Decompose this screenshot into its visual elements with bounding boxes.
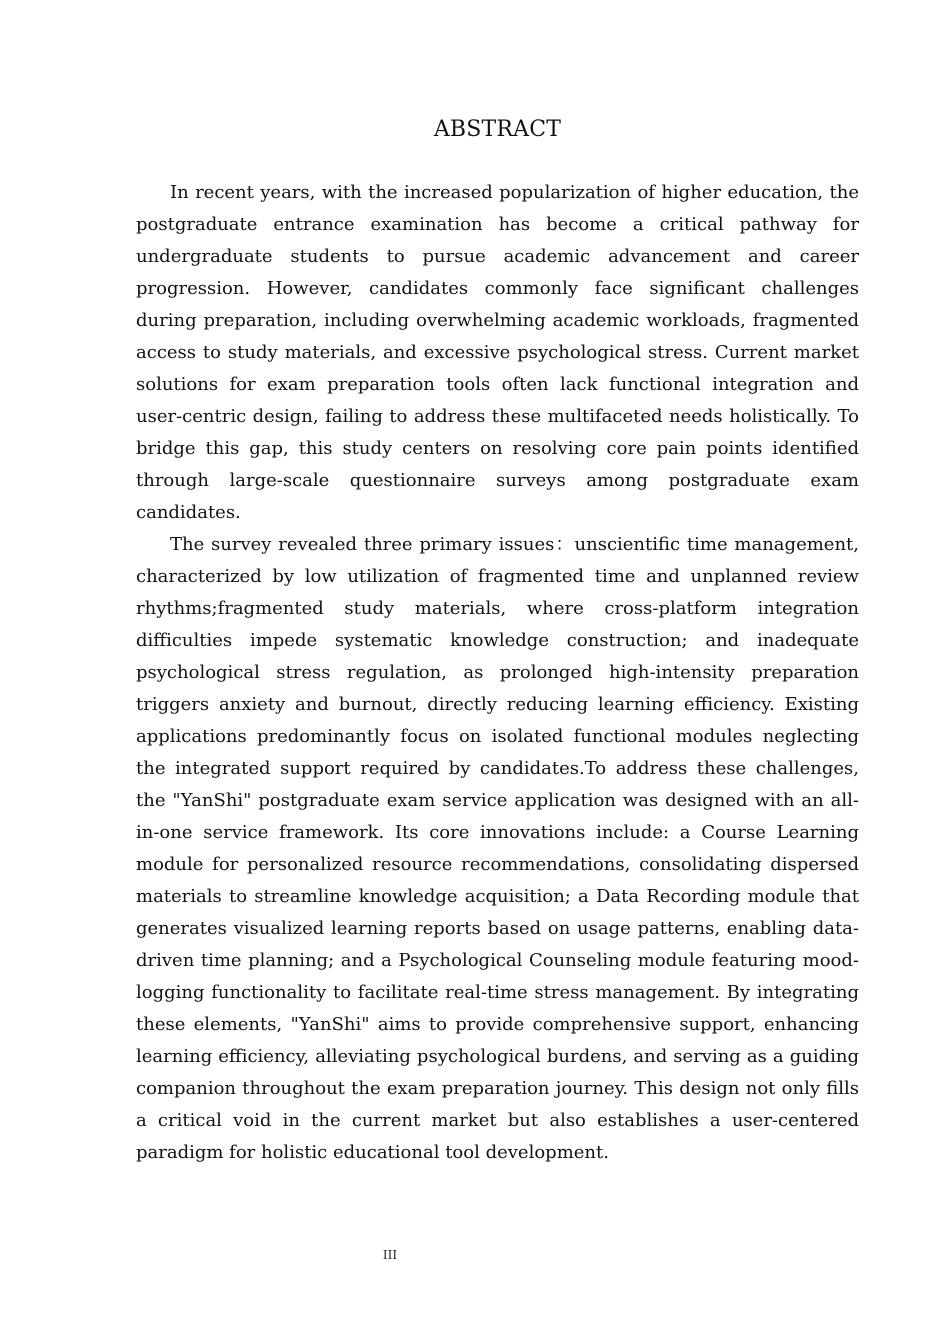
abstract-paragraph-2: The survey revealed three primary issues：unscientific time management, characterized by low utilization of fragmented time and unplanned review rhythms;fragmented study materials, where cross-platform integration difficulties impede systematic knowledge construction; and inadequate psychological stress regulation, as prolonged high-intensity preparation triggers anxiety and burnout, directly reducing learning efficiency. Existing applications predominantly focus on isolated functional modules neglecting the integrated support required by candidates.To address these challenges, the "YanShi" postgraduate exam service application was designed with an all-in-one service framework. Its core innovations include: a Course Learning module for personalized resource recommendations, consolidating dispersed materials to streamline knowledge acquisition; a Data Recording module that generates visualized learning reports based on usage patterns, enabling data-driven time planning; and a Psychological Counseling module featuring mood-logging functionality to facilitate real-time stress management. By integrating these elements, "YanShi" aims to provide comprehensive support, enhancing learning efficiency, alleviating psychological burdens, and serving as a guiding companion throughout the exam preparation journey. This design not only fills a critical void in the current market but also establishes a user-centered paradigm for holistic educational tool development.	[136, 534, 859, 1163]
abstract-title: ABSTRACT	[433, 117, 562, 142]
abstract-paragraph-1: In recent years, with the increased popularization of higher education, the postgraduate entrance examination has become a critical pathway for undergraduate students to pursue academic advancement and career progression. However, candidates commonly face significant challenges during preparation, including overwhelming academic workloads, fragmented access to study materials, and excessive psychological stress. Current market solutions for exam preparation tools often lack functional integration and user-centric design, failing to address these multifaceted needs holistically. To bridge this gap, this study centers on resolving core pain points identified through large-scale questionnaire surveys among postgraduate exam candidates.	[136, 182, 859, 523]
abstract-body	[136, 177, 859, 1169]
page-number: III	[382, 1248, 398, 1262]
